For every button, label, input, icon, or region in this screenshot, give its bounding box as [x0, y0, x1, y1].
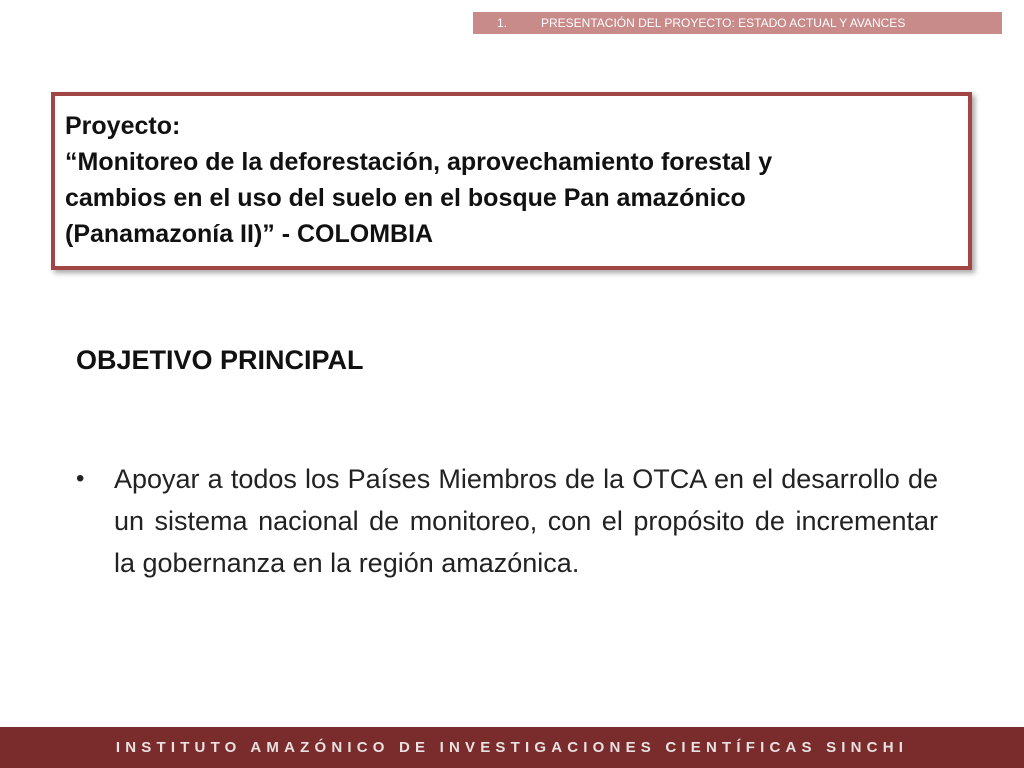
section-tag — [473, 12, 1002, 34]
project-title-box — [51, 92, 972, 270]
bullet-text: Apoyar a todos los Países Miembros de la OTCA en el desarrollo de un sistema nacional de monitoreo, con el propósito de incrementar la gobernanza en la región amazónica. — [114, 464, 938, 578]
objective-heading: OBJETIVO PRINCIPAL — [76, 345, 364, 375]
list-item — [76, 458, 938, 584]
objective-bullet-list — [76, 458, 938, 584]
footer-institution-bar: INSTITUTO AMAZÓNICO DE INVESTIGACIONES CIENTÍFICAS SINCHI — [0, 727, 1024, 768]
project-title-line: (Panamazonía II)” - COLOMBIA — [65, 220, 434, 248]
section-number: 1. — [497, 16, 508, 30]
project-label: Proyecto: — [65, 112, 181, 140]
project-title-line: “Monitoreo de la deforestación, aprovechamiento forestal y — [65, 148, 773, 176]
bullet-icon: • — [76, 465, 85, 492]
section-title: PRESENTACIÓN DEL PROYECTO: ESTADO ACTUAL Y AVANCES — [541, 16, 906, 30]
project-title-line: cambios en el uso del suelo en el bosque Pan amazónico — [65, 184, 746, 212]
